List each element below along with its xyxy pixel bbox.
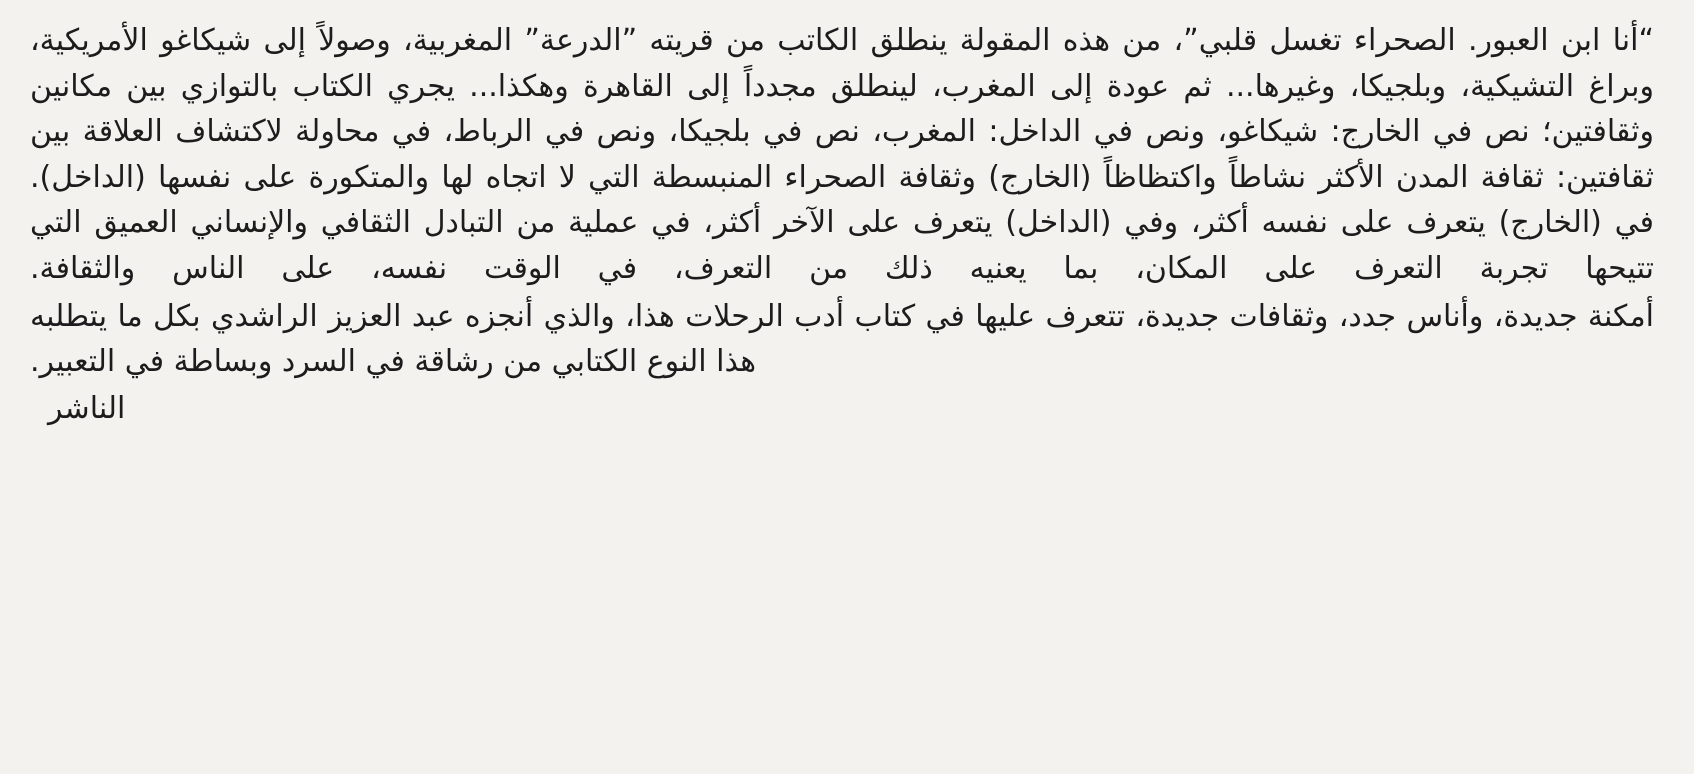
- blurb-paragraph-1: “أنا ابن العبور. الصحراء تغسل قلبي”، من هذه المقولة ينطلق الكاتب من قريته ”الدرعة” المغربية، وصولاً إلى شيكاغو الأمريكية، وبراغ التشيكية، وبلجيكا، وغيرها... ثم عودة إلى المغرب، لينطلق مجدداً إلى القاهرة وهكذا... يجري الكتاب بالتوازي بين مكانين وثقافتين؛ نص في الخارج: شيكاغو، ونص في الداخل: المغرب، نص في بلجيكا، ونص في الرباط، في محاولة لاكتشاف العلاقة بين ثقافتين: ثقافة المدن الأكثر نشاطاً واكتظاظاً (الخارج) وثقافة الصحراء المنبسطة التي لا اتجاه لها والمتكورة على نفسها (الداخل). في (الخارج) يتعرف على نفسه أكثر، وفي (الداخل) يتعرف على الآخر أكثر، في عملية من التبادل الثقافي والإنساني العميق التي تتيحها تجربة التعرف على المكان، بما يعنيه ذلك من التعرف، في الوقت نفسه، على الناس والثقافة.: [30, 23, 1654, 286]
- publisher-signature: الناشر: [48, 390, 126, 426]
- book-blurb: [30, 18, 1654, 387]
- blurb-paragraph-2: أمكنة جديدة، وأناس جدد، وثقافات جديدة، تتعرف عليها في كتاب أدب الرحلات هذا، والذي أنجزه عبد العزيز الراشدي بكل ما يتطلبه هذا النوع الكتابي من رشاقة في السرد وبساطة في التعبير.: [30, 298, 1654, 380]
